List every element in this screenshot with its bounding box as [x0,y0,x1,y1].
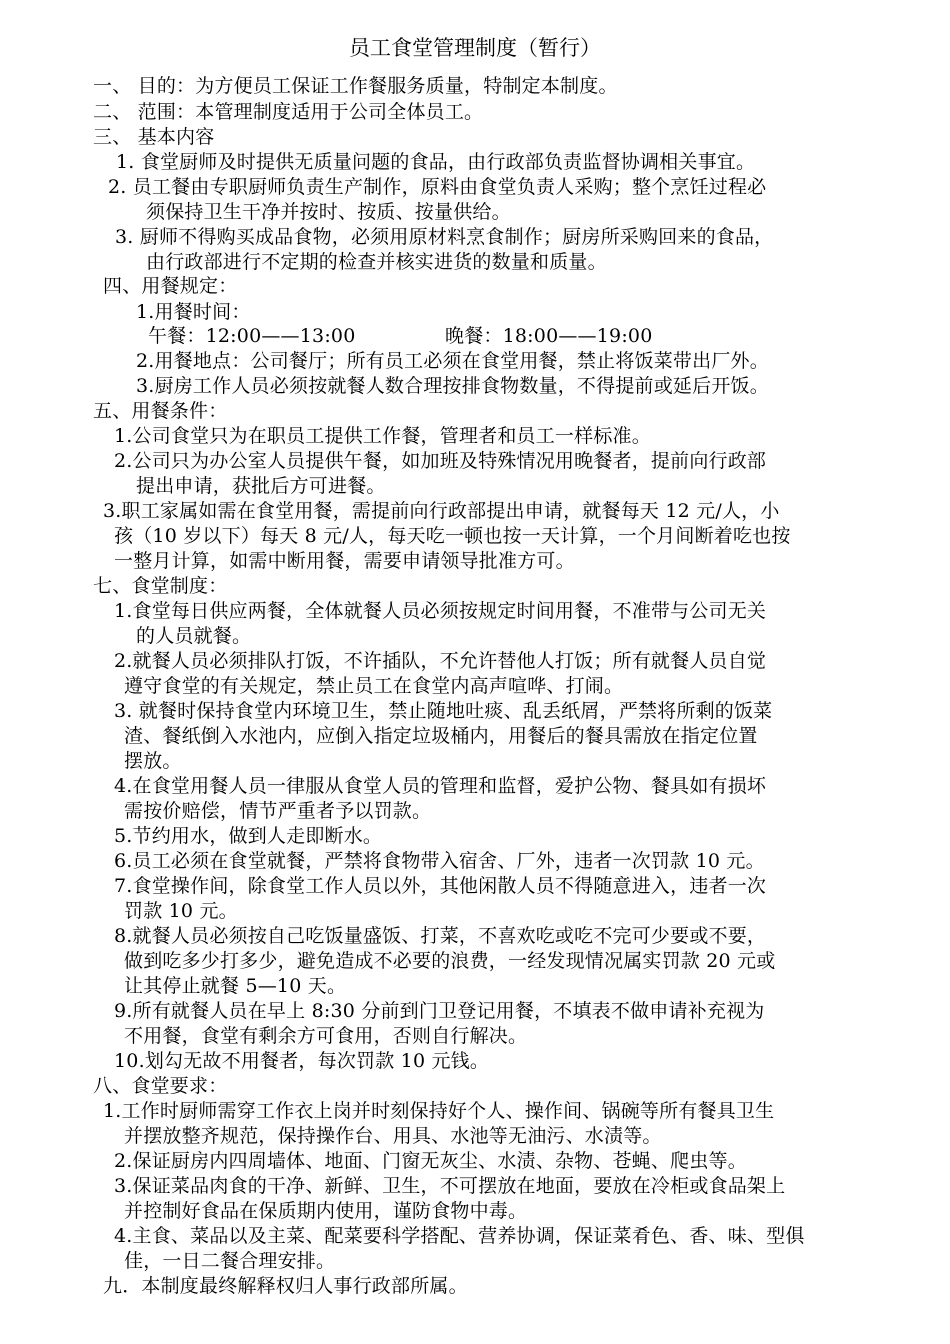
rule-7-cont: 罚款 10 元。 [124,900,238,922]
basic-item-2: 2. 员工餐由专职厨师负责生产制作，原料由食堂负责人采购；整个烹饪过程必 [108,176,767,198]
section-meal-conditions: 五、用餐条件： [93,400,228,422]
requirement-1-cont: 并摆放整齐规范，保持操作台、用具、水池等无油污、水渍等。 [124,1125,662,1147]
condition-3: 3.职工家属如需在食堂用餐，需提前向行政部提出申请，就餐每天 12 元/人，小 [103,500,780,522]
section-scope: 二、 范围：本管理制度适用于公司全体员工。 [93,101,484,123]
section-canteen-rules: 七、食堂制度： [93,575,228,597]
requirement-4-cont: 佳，一日二餐合理安排。 [124,1250,336,1272]
rule-3: 3. 就餐时保持食堂内环境卫生，禁止随地吐痰、乱丢纸屑，严禁将所剩的饭菜 [114,700,773,722]
requirement-3: 3.保证菜品肉食的干净、新鲜、卫生，不可摆放在地面，要放在冷柜或食品架上 [114,1175,786,1197]
rule-10: 10.划勾无故不用餐者，每次罚款 10 元钱。 [114,1050,490,1072]
meal-time-row [148,324,653,348]
basic-item-3: 3. 厨师不得购买成品食物，必须用原材料烹食制作；厨房所采购回来的食品， [115,226,774,248]
rule-1: 1.食堂每日供应两餐，全体就餐人员必须按规定时间用餐，不准带与公司无关 [114,600,767,622]
rule-9: 9.所有就餐人员在早上 8:30 分前到门卫登记用餐，不填表不做申请补充视为 [114,1000,765,1022]
rule-6: 6.员工必须在食堂就餐，严禁将食物带入宿舍、厂外，违者一次罚款 10 元。 [114,850,765,872]
meal-rule-2: 2.用餐地点：公司餐厅；所有员工必须在食堂用餐，禁止将饭菜带出厂外。 [136,350,769,372]
condition-3-cont-2: 一整月计算，如需中断用餐，需要申请领导批准方可。 [114,550,575,572]
document-title: 员工食堂管理制度（暂行） [349,36,601,60]
rule-1-cont: 的人员就餐。 [136,625,252,647]
section-basic-content: 三、 基本内容 [93,126,215,148]
section-meal-rules: 四、用餐规定： [103,275,238,297]
rule-5: 5.节约用水，做到人走即断水。 [114,825,383,847]
condition-2-cont: 提出申请，获批后方可进餐。 [136,475,386,497]
rule-3-cont-2: 摆放。 [124,750,182,772]
section-final-interpretation: 九．本制度最终解释权归人事行政部所属。 [103,1275,468,1297]
rule-8-cont-2: 让其停止就餐 5—10 天。 [124,975,347,997]
dinner-time: 晚餐：18:00——19:00 [445,325,653,347]
requirement-4: 4.主食、菜品以及主菜、配菜要科学搭配、营养协调，保证菜肴色、香、味、型俱 [114,1225,805,1247]
rule-7: 7.食堂操作间，除食堂工作人员以外，其他闲散人员不得随意进入，违者一次 [114,875,767,897]
requirement-1: 1.工作时厨师需穿工作衣上岗并时刻保持好个人、操作间、锅碗等所有餐具卫生 [103,1100,775,1122]
requirement-3-cont: 并控制好食品在保质期内使用，谨防食物中毒。 [124,1200,528,1222]
rule-2-cont: 遵守食堂的有关规定，禁止员工在食堂内高声喧哗、打闹。 [124,675,624,697]
basic-item-2-cont: 须保持卫生干净并按时、按质、按量供给。 [146,201,511,223]
rule-8: 8.就餐人员必须按自己吃饭量盛饭、打菜，不喜欢吃或吃不完可少要或不要， [114,925,767,947]
meal-rule-1: 1.用餐时间： [136,301,251,323]
condition-3-cont-1: 孩（10 岁以下）每天 8 元/人，每天吃一顿也按一天计算，一个月间断着吃也按 [114,525,791,547]
condition-1: 1.公司食堂只为在职员工提供工作餐，管理者和员工一样标准。 [114,425,651,447]
meal-rule-3: 3.厨房工作人员必须按就餐人数合理按排食物数量，不得提前或延后开饭。 [136,375,769,397]
section-canteen-requirements: 八、食堂要求： [93,1075,228,1097]
rule-3-cont-1: 渣、餐纸倒入水池内，应倒入指定垃圾桶内，用餐后的餐具需放在指定位置 [124,725,758,747]
rule-2: 2.就餐人员必须排队打饭，不许插队，不允许替他人打饭；所有就餐人员自觉 [114,650,767,672]
requirement-2: 2.保证厨房内四周墙体、地面、门窗无灰尘、水渍、杂物、苍蝇、爬虫等。 [114,1150,747,1172]
condition-2: 2.公司只为办公室人员提供午餐，如加班及特殊情况用晚餐者，提前向行政部 [114,450,767,472]
basic-item-1: 1. 食堂厨师及时提供无质量问题的食品，由行政部负责监督协调相关事宜。 [116,151,756,173]
section-purpose: 一、 目的：为方便员工保证工作餐服务质量，特制定本制度。 [93,75,618,97]
rule-4-cont: 需按价赔偿，情节严重者予以罚款。 [124,800,432,822]
rule-4: 4.在食堂用餐人员一律服从食堂人员的管理和监督，爱护公物、餐具如有损坏 [114,775,767,797]
basic-item-3-cont: 由行政部进行不定期的检查并核实进货的数量和质量。 [146,251,607,273]
lunch-time: 午餐：12:00——13:00 [148,325,356,347]
rule-8-cont-1: 做到吃多少打多少，避免造成不必要的浪费，一经发现情况属实罚款 20 元或 [124,950,776,972]
rule-9-cont: 不用餐，食堂有剩余方可食用，否则自行解决。 [124,1025,528,1047]
